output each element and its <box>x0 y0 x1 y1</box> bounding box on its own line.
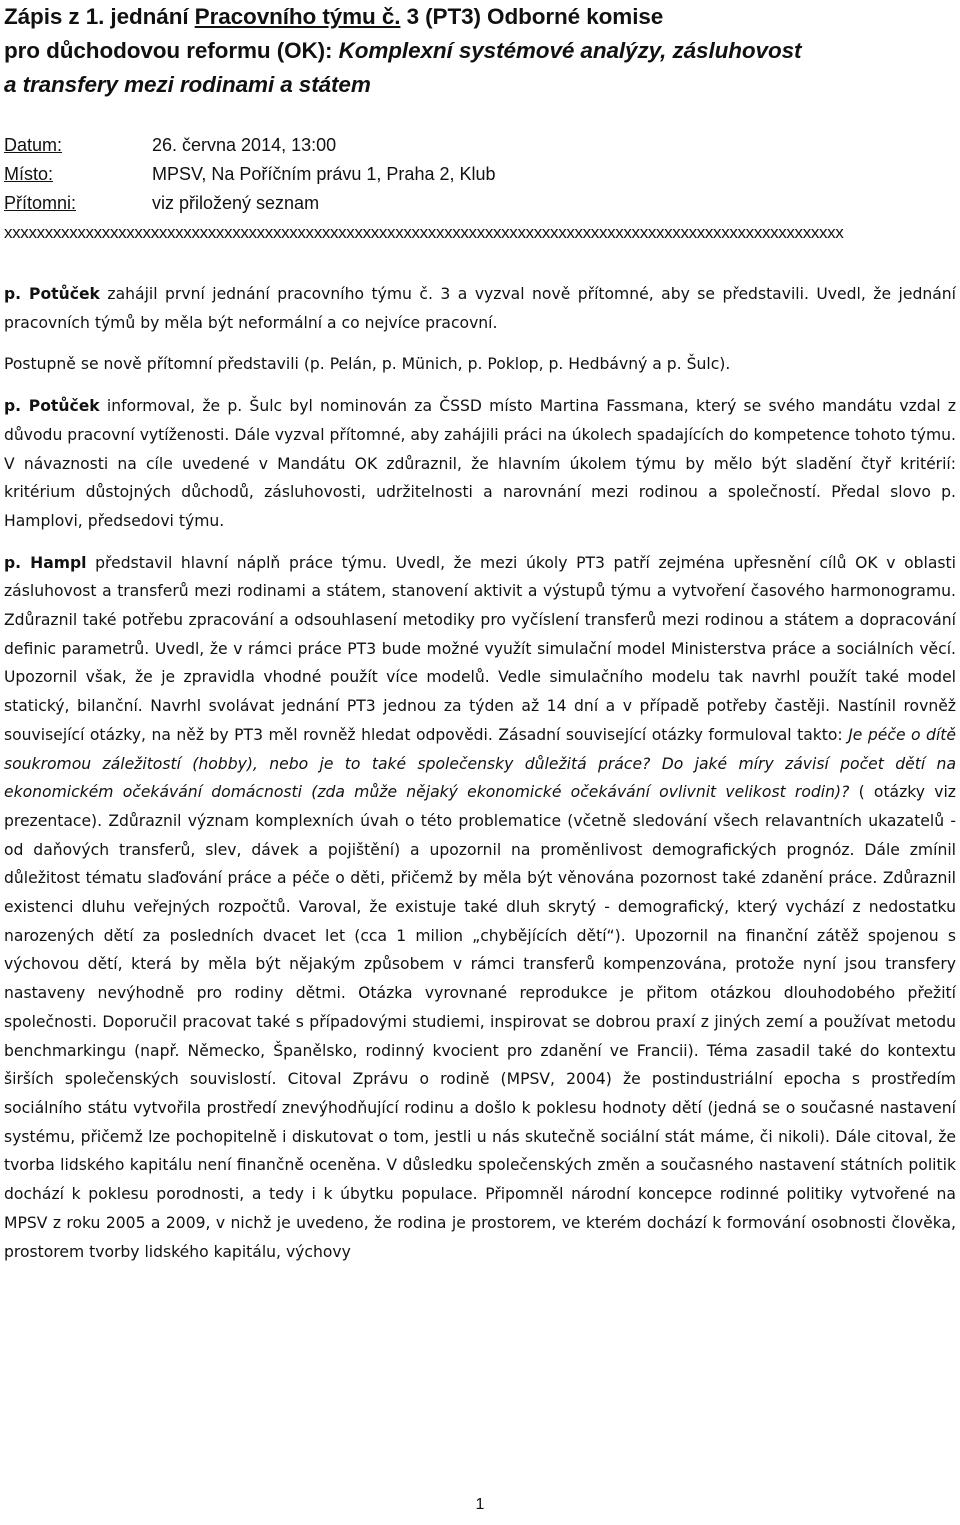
speaker-name: p. Potůček <box>4 285 100 303</box>
paragraph-introductions <box>4 350 956 379</box>
paragraph-text: představil hlavní náplň práce týmu. Uvedl, že mezi úkoly PT3 patří zejména upřesnění cílů OK v oblasti zásluhovost a transferů mezi rodinami a státem, stanovení aktivit a výstupů týmu a vytvoření časového harmonogramu. Zdůraznil také potřebu zpracování a odsouhlasení metodiky pro vyčíslení transferů mezi rodinou a státem a dopracování definic parametrů. Uvedl, že v rámci práce PT3 bude možné využít simulační model Ministerstva práce a sociálních věcí. Upozornil však, že je zpravidla vhodné použít více modelů. Vedle simulačního modelu tak navrhl použít také model statický, bilanční. Navrhl svolávat jednání PT3 jednou za týden až 14 dní a v případě potřeby častěji. Nastínil rovněž související otázky, na něž by PT3 měl rovněž hledat odpovědi. Zásadní související otázky formuloval takto: <box>4 553 956 744</box>
paragraph-hampl <box>4 549 956 1267</box>
title-line1-prefix: Zápis z 1. jednání <box>4 4 195 29</box>
document-title <box>4 0 956 102</box>
minutes-body <box>4 280 956 1279</box>
meta-row-date <box>4 131 496 160</box>
meta-value-date: 26. června 2014, 13:00 <box>152 135 337 155</box>
paragraph-text: Postupně se nově přítomní představili (p. Pelán, p. Münich, p. Poklop, p. Hedbávný a p. Šulc). <box>4 355 731 374</box>
meta-value-place: MPSV, Na Poříčním právu 1, Praha 2, Klub <box>152 164 496 184</box>
meeting-metadata <box>4 131 496 218</box>
meta-label-date: Datum: <box>4 135 63 155</box>
title-line1-underlined: Pracovního týmu č. <box>194 4 401 29</box>
meta-value-attendees: viz přiložený seznam <box>152 193 320 213</box>
title-line2-prefix: pro důchodovou reformu (OK): <box>4 38 339 63</box>
paragraph-opening <box>4 280 956 337</box>
page-number: 1 <box>475 1496 485 1513</box>
speaker-name: p. Hampl <box>4 553 87 572</box>
meta-label-place: Místo: <box>4 164 54 184</box>
meta-row-attendees <box>4 189 496 218</box>
title-line2-italic: Komplexní systémové analýzy, zásluhovost <box>338 38 802 63</box>
separator-line: xxxxxxxxxxxxxxxxxxxxxxxxxxxxxxxxxxxxxxxxxxxxxxxxxxxxxxxxxxxxxxxxxxxxxxxxxxxxxxxxxxxxxxxxxxxxxxxxxxxxxxx <box>4 223 844 242</box>
title-line1-suffix: 3 (PT3) Odborné komise <box>400 4 664 29</box>
paragraph-nomination <box>4 392 956 536</box>
meta-row-place <box>4 160 496 189</box>
title-line3-italic: a transfery mezi rodinami a státem <box>4 72 371 97</box>
paragraph-questions: Je péče o dítě soukromou záležitostí (hobby), nebo je to také společensky důležitá práce? Do jaké míry závisí počet dětí na ekonomickém očekávání domácnosti (zda může nějaký ekonomické očekávání ovlivnit velikost rodin)? <box>4 725 956 802</box>
paragraph-text: zahájil první jednání pracovního týmu č. 3 a vyzval nově přítomné, aby se představili. Uvedl, že jednání pracovních týmů by měla být neformální a co nejvíce pracovní. <box>4 285 957 332</box>
document-page <box>4 0 956 102</box>
speaker-name: p. Potůček <box>4 397 100 416</box>
paragraph-text: informoval, že p. Šulc byl nominován za ČSSD místo Martina Fassmana, který se svého mandátu vzdal z důvodu pracovní vytíženosti. Dále vyzval přítomné, aby zahájili práci na úkolech spadajících do kompetence tohoto týmu. V návaznosti na cíle uvedené v Mandátu OK zdůraznil, že hlavním úkolem týmu by mělo být sladění čtyř kritérií: kritérium důstojných důchodů, zásluhovosti, udržitelnosti a narovnání mezi rodinou a společností. Předal slovo p. Hamplovi, předsedovi týmu. <box>4 397 957 530</box>
meta-label-attendees: Přítomni: <box>4 193 77 213</box>
paragraph-text: ( otázky viz prezentace). Zdůraznil význam komplexních úvah o této problematice (včetně sledování všech relavantních ukazatelů - od daňových transferů, slev, dávek a pojištění) a upozornil na proměnlivost demografických prognóz. Dále zmínil důležitost tématu slaďování práce a péče o děti, přičemž by měla být věnována pozornost také zdanění práce. Zdůraznil existenci dluhu veřejných rozpočtů. Varoval, že existuje také dluh skrytý - demografický, který vychází z nedostatku narozených dětí za posledních dvacet let (cca 1 milion „chybějících dětí“). Upozornil na finanční zátěž spojenou s výchovou dětí, která by měla být nějakým způsobem v rámci transferů kompenzována, protože nyní jsou transfery nastaveny nevýhodně pro rodiny dětmi. Otázka vyrovnané reprodukce je přitom otázkou dlouhodobého přežití společnosti. Doporučil pracovat také s případovými studiemi, inspirovat se dobrou praxí z jiných zemí a používat metodu benchmarkingu (např. Německo, Španělsko, rodinný kvocient pro zdanění ve Francii). Téma zasadil také do kontextu širších společenských souvislostí. Citoval Zprávu o rodině (MPSV, 2004) že postindustriální epocha s prostředím sociálního státu vytvořila prostředí znevýhodňující rodinu a došlo k poklesu hodnoty dětí (jedná se o současné nastavení systému, přičemž lze pochopitelně i diskutovat o tom, jestli u nás skutečně sociální stát máme, či nikoli). Dále citoval, že tvorba lidského kapitálu není finančně oceněna. V důsledku společenských změn a současného nastavení státních politik dochází k poklesu porodnosti, a tedy i k úbytku populace. Připomněl národní koncepce rodinné politiky vytvořené na MPSV z roku 2005 a 2009, v nichž je uvedeno, že rodina je prostorem, ve kterém dochází k formování osobnosti člověka, prostorem tvorby lidského kapitálu, výchovy <box>4 783 956 1261</box>
